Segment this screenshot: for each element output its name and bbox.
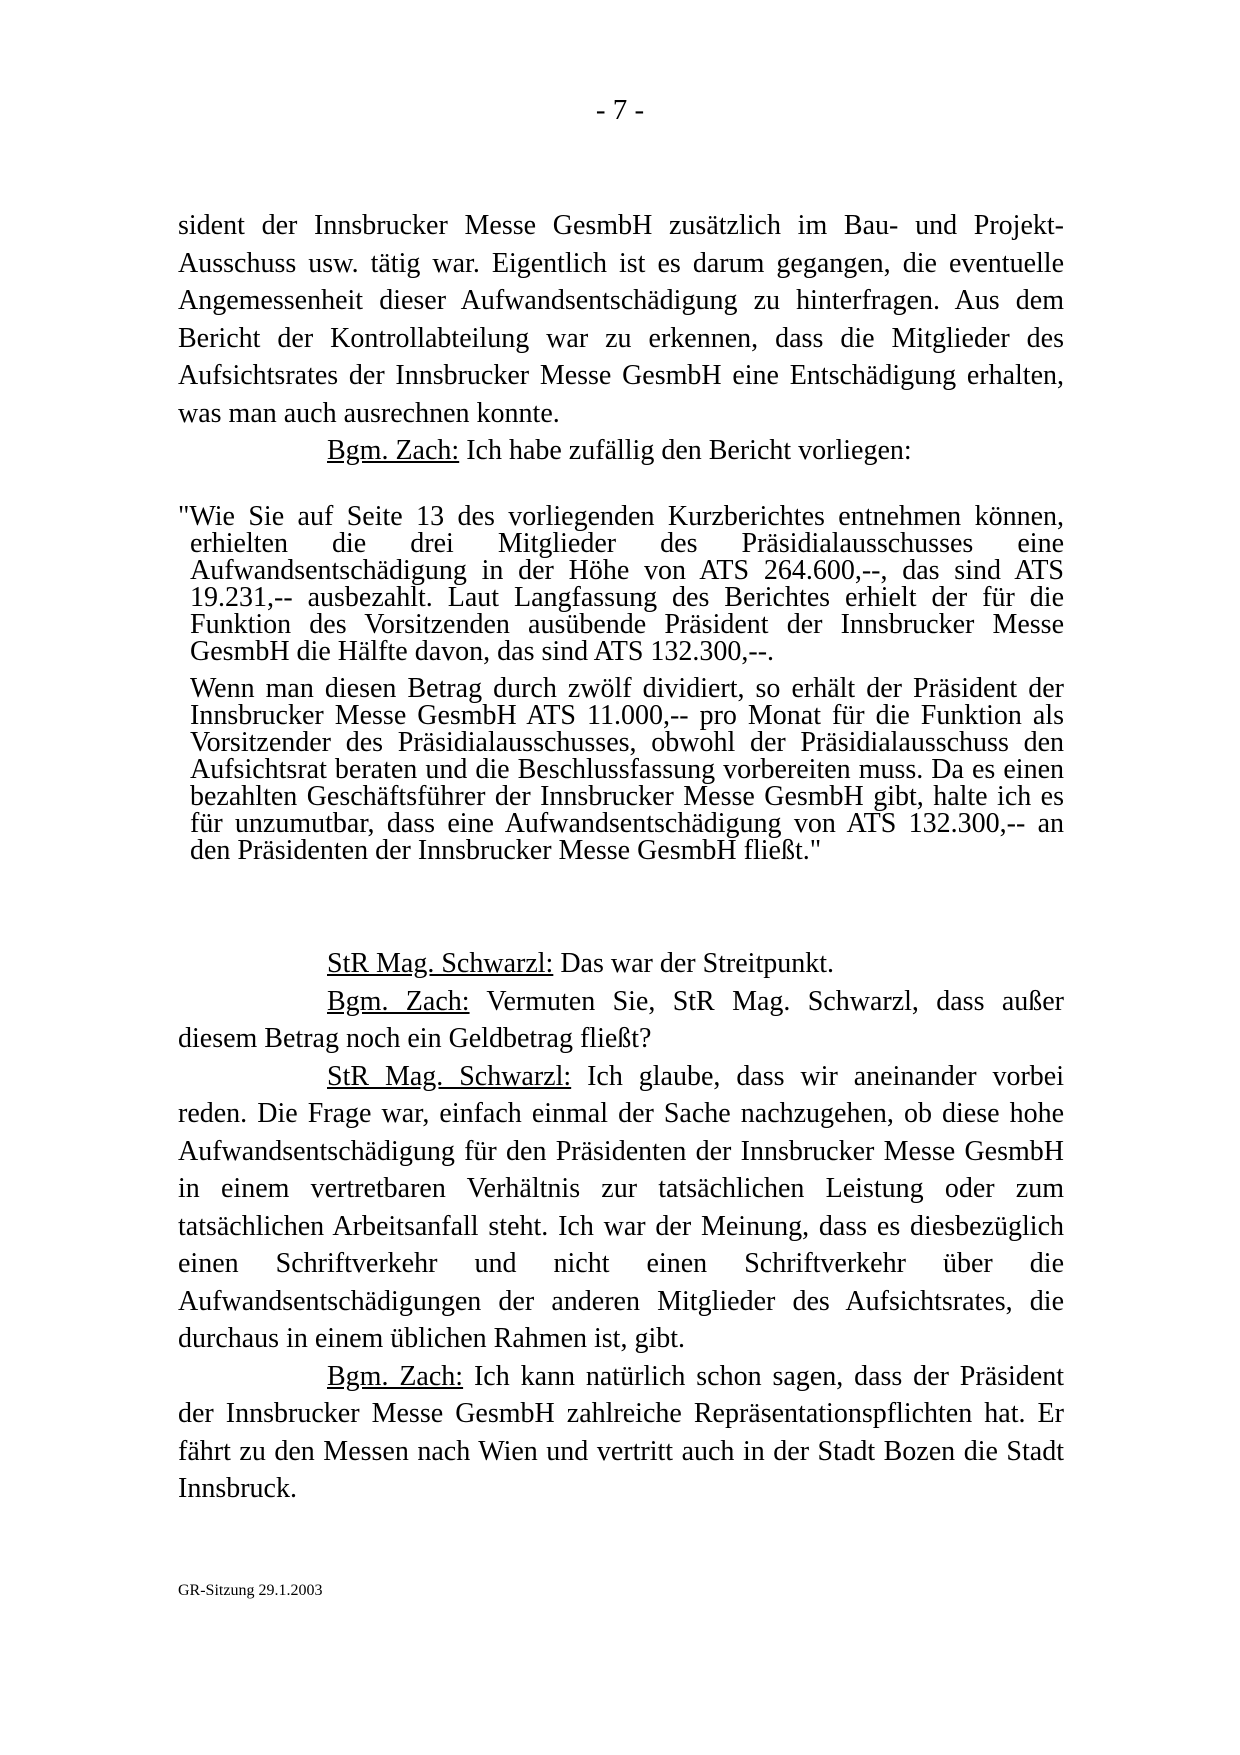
speech-zach-3 [178,1358,1064,1508]
speaker-name: StR Mag. Schwarzl: [327,948,554,979]
quoted-report [178,503,1064,864]
speech-text: Ich habe zufällig den Bericht vorliegen: [459,435,912,466]
speech-zach-1 [178,432,1064,470]
quote-paragraph-2: Wenn man diesen Betrag durch zwölf dividiert, so erhält der Präsident der Innsbrucker Messe GesmbH ATS 11.000,-- pro Monat für die Funktion als Vorsitzender des Präsidialausschusses, obwohl der Präsidialausschuss den Aufsichtsrat beraten und die Beschlussfassung vorbereiten muss. Da es einen bezahlten Geschäftsführer der Innsbrucker Messe GesmbH gibt, halte ich es für unzumutbar, dass eine Aufwandsentschädigung von ATS 132.300,-- an den Präsidenten der Innsbrucker Messe GesmbH fließt." [190,673,1064,866]
speech-text: Das war der Streitpunkt. [553,948,835,979]
speech-text: Ich kann natürlich schon sagen, dass der Präsident der Innsbrucker Messe GesmbH zahlreiche Repräsentationspflichten hat. Er fährt zu den Messen nach Wien und vertritt auch in der Stadt Bozen die Stadt Innsbruck. [178,1360,1065,1504]
speech-schwarzl-1 [178,945,1064,983]
speaker-name: Bgm. Zach: [327,1360,464,1392]
intro-paragraph: sident der Innsbrucker Messe GesmbH zusätzlich im Bau- und Projekt-Ausschuss usw. tätig war. Eigentlich ist es darum gegangen, die eventuelle Angemessenheit dieser Aufwandsentschädigung zu hinterfragen. Aus dem Bericht der Kontrollabteilung war zu erkennen, dass die Mitglieder des Aufsichtsrates der Innsbrucker Messe GesmbH eine Entschädigung erhalten, was man auch ausrechnen konnte. [178,210,1064,429]
speaker-name: Bgm. Zach: [327,435,460,466]
quote-paragraph-1: "Wie Sie auf Seite 13 des vorliegenden Kurzberichtes entnehmen können, erhielten die drei Mitglieder des Präsidialausschusses eine Aufwandsentschädigung in der Höhe von ATS 264.600,--, das sind ATS 19.231,-- ausbezahlt. Laut Langfassung des Berichtes erhielt der für die Funktion des Vorsitzenden ausübende Präsident der Innsbrucker Messe GesmbH die Hälfte davon, das sind ATS 132.300,--. [178,501,1064,667]
speech-text: Ich glaube, dass wir aneinander vorbei reden. Die Frage war, einfach einmal der Sache nachzugehen, ob diese hohe Aufwandsentschädigung für den Präsidenten der Innsbrucker Messe GesmbH in einem vertretbaren Verhältnis zur tatsächlichen Leistung oder zum tatsächlichen Arbeitsanfall steht. Ich war der Meinung, dass es diesbezüglich einen Schriftverkehr und nicht einen Schriftverkehr über die Aufwandsentschädigungen der anderen Mitglieder des Aufsichtsrates, die durchaus in einem üblichen Rahmen ist, gibt. [178,1060,1065,1354]
speaker-name: StR Mag. Schwarzl: [327,1060,572,1092]
dialogue-section [178,945,1064,1508]
speech-zach-2 [178,983,1064,1058]
page-number: - 7 - [595,94,645,126]
intro-section [178,207,1064,470]
footer-session-date: GR-Sitzung 29.1.2003 [178,1582,323,1599]
speech-text: Vermuten Sie, StR Mag. Schwarzl, dass außer diesem Betrag noch ein Geldbetrag fließt? [178,985,1064,1054]
speaker-name: Bgm. Zach: [327,985,470,1017]
speech-schwarzl-2 [178,1058,1064,1358]
